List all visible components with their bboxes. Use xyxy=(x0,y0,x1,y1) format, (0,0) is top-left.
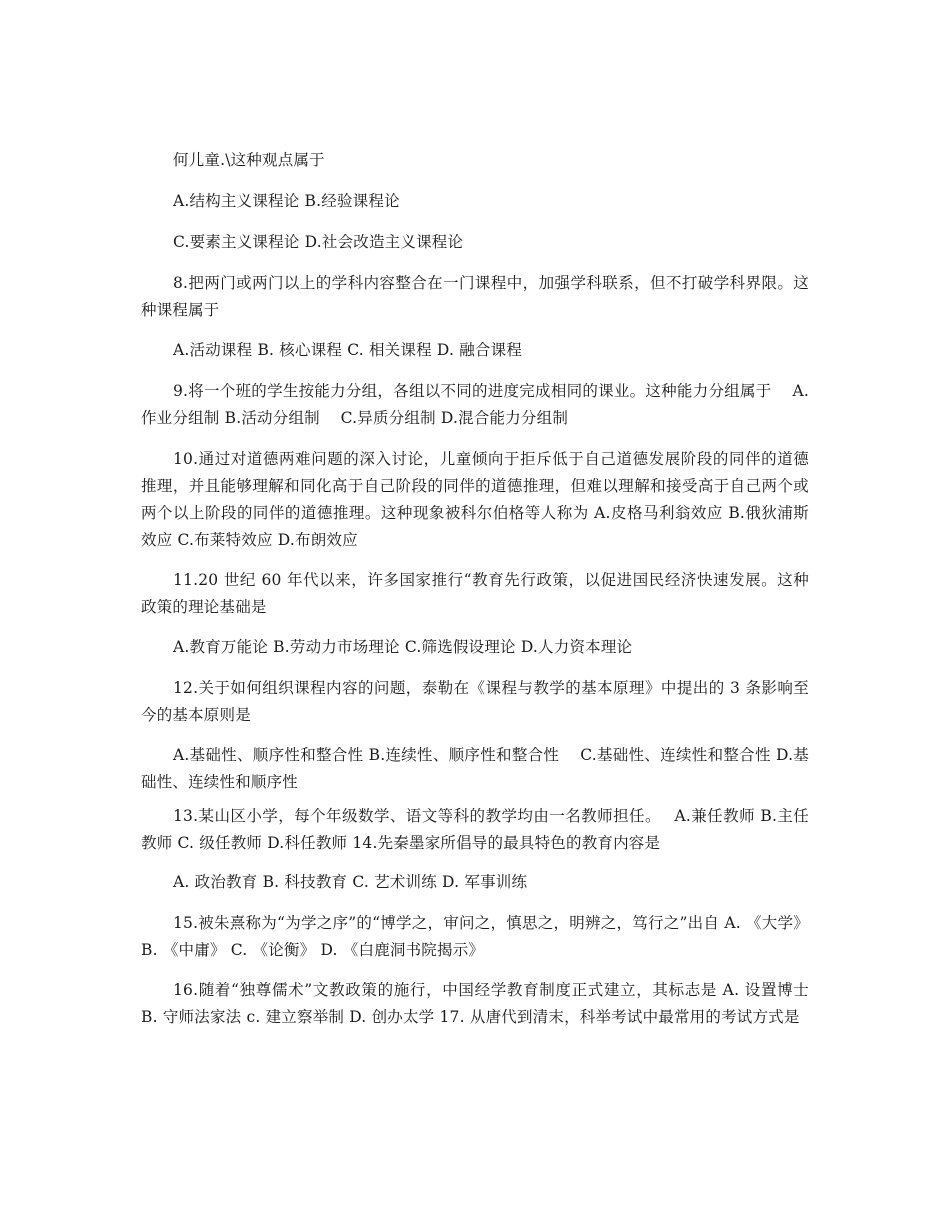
paragraph-10: 12.关于如何组织课程内容的问题，泰勒在《课程与教学的基本原理》中提出的 3 条影响至今的基本原则是 xyxy=(141,679,809,724)
paragraph-3: C.要素主义课程论 D.社会改造主义课程论 xyxy=(173,233,464,251)
paragraph-4: 8.把两门或两门以上的学科内容整合在一门课程中，加强学科联系，但不打破学科界限。这种课程属于 xyxy=(141,274,809,319)
paragraph-8: 11.20 世纪 60 年代以来，许多国家推行“教育先行政策，以促进国民经济快速发展。这种政策的理论基础是 xyxy=(141,571,809,616)
paragraph-14: 15.被朱熹称为“为学之序”的“博学之，审问之，慎思之，明辨之，笃行之”出自 A. 《大学》 B. 《中庸》 C. 《论衡》 D. 《白鹿洞书院揭示》 xyxy=(141,914,809,959)
paragraph-2: A.结构主义课程论 B.经验课程论 xyxy=(173,192,400,210)
paragraph-11: A.基础性、顺序性和整合性 B.连续性、顺序性和整合性 C.基础性、连续性和整合性 D.基础性、连续性和顺序性 xyxy=(141,746,809,791)
paragraph-5: A.活动课程 B. 核心课程 C. 相关课程 D. 融合课程 xyxy=(173,341,523,359)
paragraph-9: A.教育万能论 B.劳动力市场理论 C.筛选假设理论 D.人力资本理论 xyxy=(173,638,633,656)
paragraph-6: 9.将一个班的学生按能力分组，各组以不同的进度完成相同的课业。这种能力分组属于 A.作业分组制 B.活动分组制 C.异质分组制 D.混合能力分组制 xyxy=(141,382,809,427)
paragraph-13: A. 政治教育 B. 科技教育 C. 艺术训练 D. 军事训练 xyxy=(173,873,528,891)
paragraph-1: 何儿童.\这种观点属于 xyxy=(173,151,325,169)
paragraph-7: 10.通过对道德两难问题的深入讨论，儿童倾向于拒斥低于自己道德发展阶段的同伴的道德推理，并且能够理解和同化高于自己阶段的同伴的道德推理，但难以理解和接受高于自己两个或两个以上阶段的同伴的道德推理。这种现象被科尔伯格等人称为 A.皮格马利翁效应 B.俄狄浦斯效应 C.布莱特效应 D.布朗效应 xyxy=(141,450,809,549)
paragraph-15: 16.随着“独尊儒术”文教政策的施行，中国经学教育制度正式建立，其标志是 A. 设置博士 B. 守师法家法 c. 建立察举制 D. 创办太学 17. 从唐代到清末，科举考试中最常用的考试方式是 xyxy=(141,981,809,1026)
paragraph-12: 13.某山区小学，每个年级数学、语文等科的教学均由一名教师担任。 A.兼任教师 B.主任教师 C. 级任教师 D.科任教师 14.先秦墨家所倡导的最具特色的教育内容是 xyxy=(141,807,809,852)
